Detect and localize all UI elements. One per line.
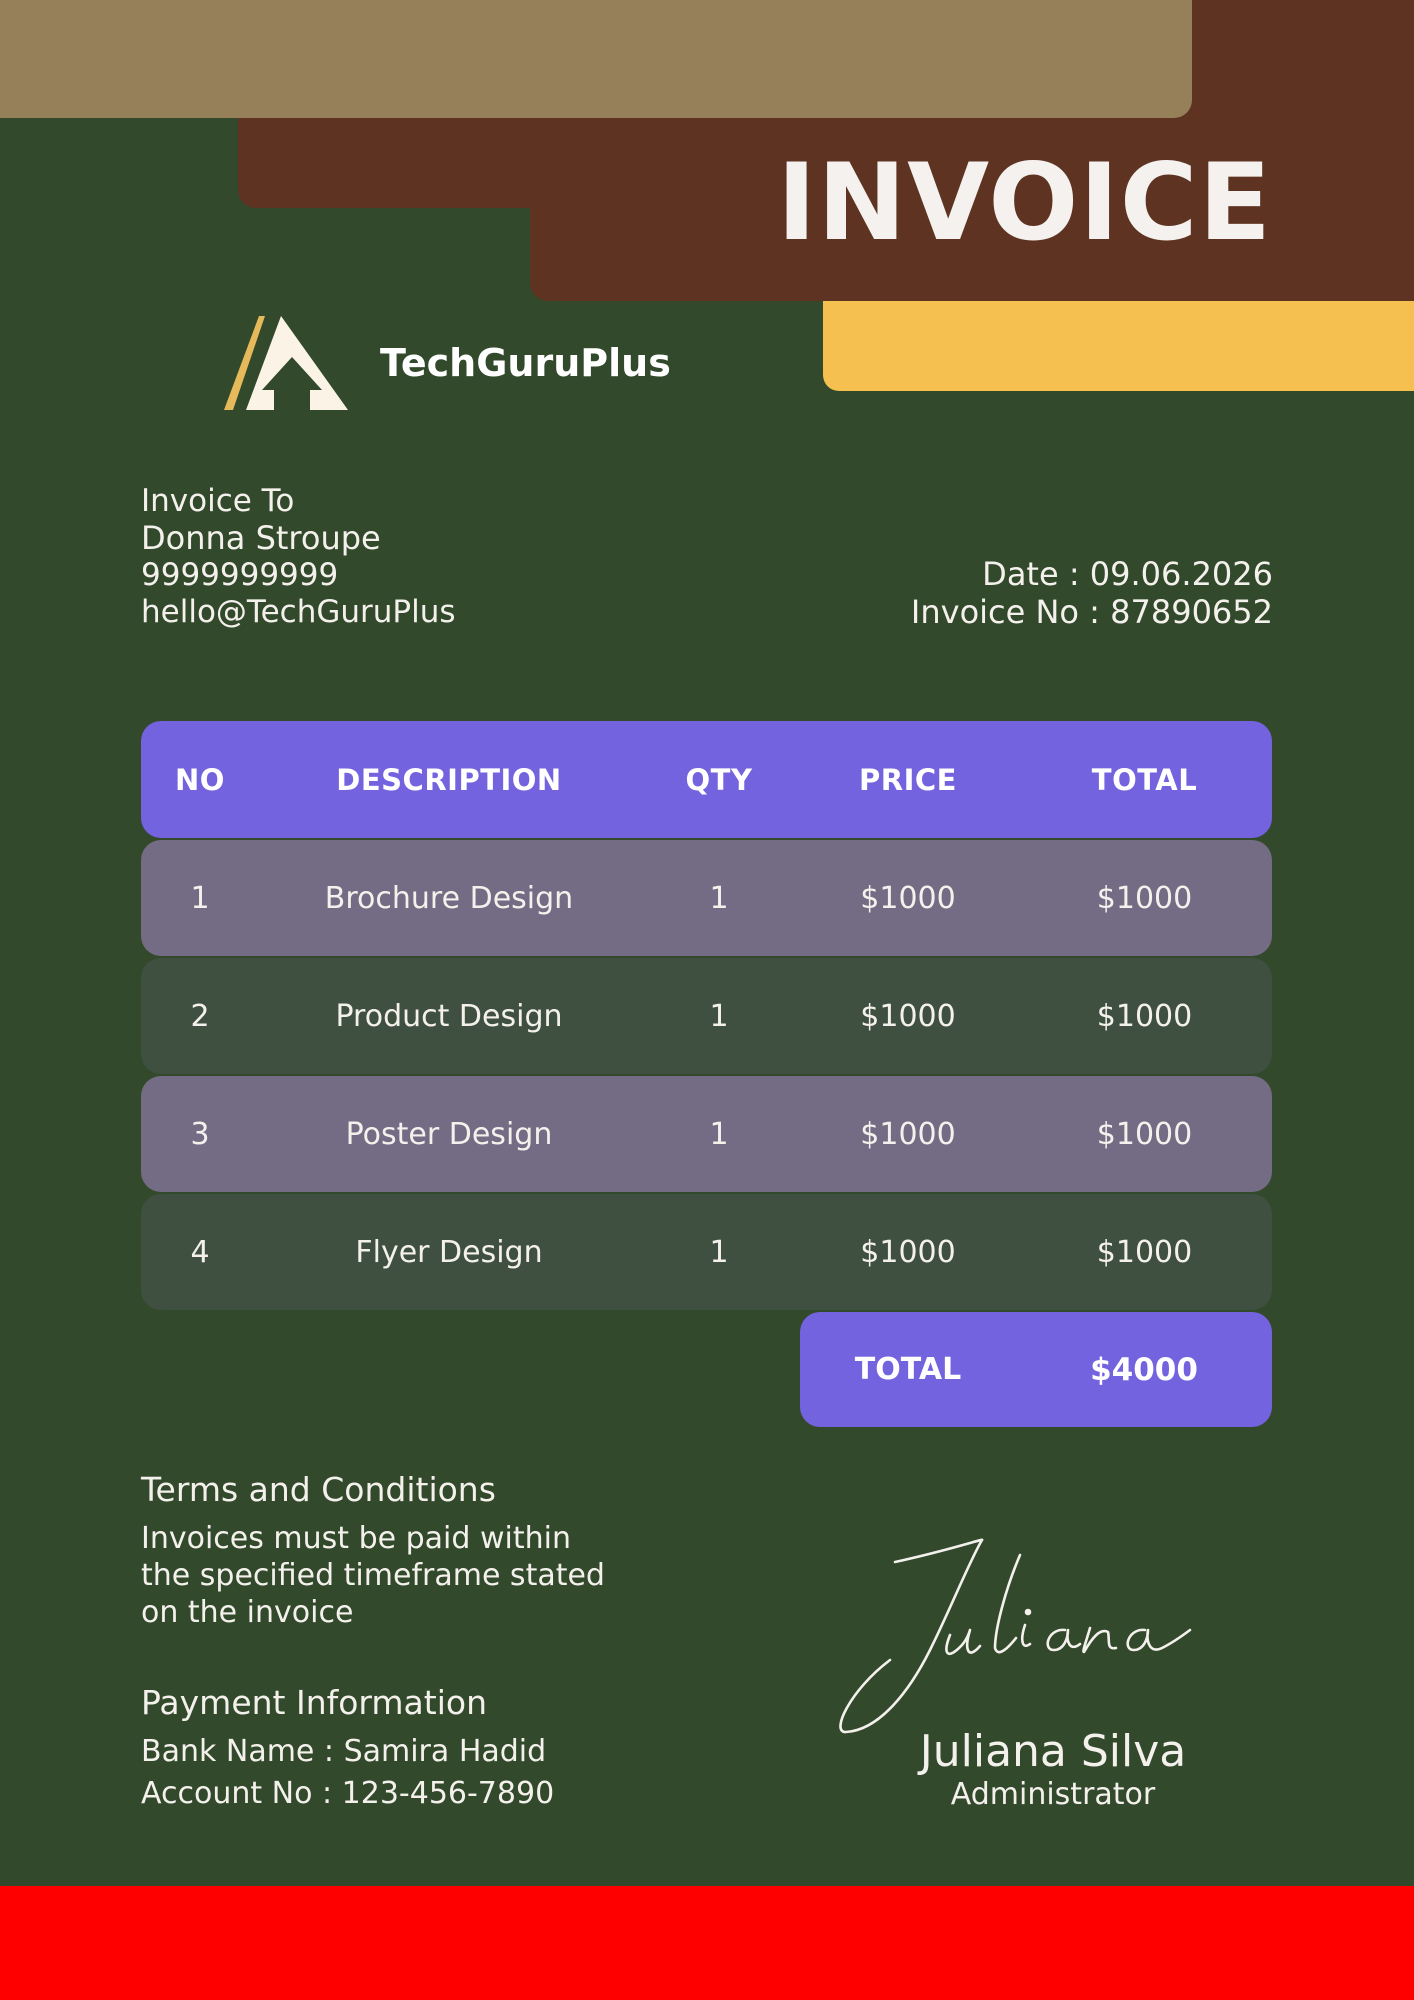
bill-to-label: Invoice To bbox=[141, 483, 295, 519]
header-yellow-block bbox=[823, 300, 1414, 391]
row-qty: 1 bbox=[709, 998, 729, 1034]
row-total: $1000 bbox=[1096, 998, 1193, 1034]
row-price: $1000 bbox=[860, 998, 956, 1034]
payment-bank: Bank Name : Samira Hadid bbox=[141, 1734, 547, 1769]
bill-to-email: hello@TechGuruPlus bbox=[141, 594, 456, 630]
row-no: 4 bbox=[190, 1234, 210, 1270]
invoice-meta bbox=[911, 555, 1273, 631]
row-description: Poster Design bbox=[345, 1116, 553, 1152]
row-qty: 1 bbox=[709, 1116, 729, 1152]
table-row bbox=[141, 1076, 1272, 1192]
terms-heading: Terms and Conditions bbox=[141, 1470, 496, 1509]
brand-name: TechGuruPlus bbox=[380, 341, 671, 385]
row-description: Product Design bbox=[335, 998, 563, 1034]
header-tan-block bbox=[0, 0, 1192, 118]
row-qty: 1 bbox=[709, 880, 729, 916]
header-total: TOTAL bbox=[1091, 762, 1198, 797]
row-price: $1000 bbox=[860, 1234, 956, 1270]
grand-total-value: $4000 bbox=[1090, 1351, 1198, 1388]
footer-bar bbox=[0, 1886, 1414, 2000]
table-header-row bbox=[141, 721, 1272, 838]
row-description: Brochure Design bbox=[324, 880, 574, 916]
row-no: 2 bbox=[190, 998, 210, 1034]
table-row bbox=[141, 958, 1272, 1074]
row-total: $1000 bbox=[1096, 1116, 1193, 1152]
invoice-number: Invoice No : 87890652 bbox=[910, 593, 1273, 631]
handwritten-signature bbox=[810, 1520, 1240, 1740]
bill-to-name: Donna Stroupe bbox=[141, 519, 381, 557]
row-price: $1000 bbox=[860, 880, 956, 916]
bill-to-phone: 9999999999 bbox=[141, 557, 339, 593]
signer-role: Administrator bbox=[950, 1777, 1156, 1812]
grand-total-box bbox=[800, 1312, 1272, 1427]
row-total: $1000 bbox=[1096, 880, 1193, 916]
header-no: NO bbox=[175, 762, 225, 797]
payment-account: Account No : 123-456-7890 bbox=[141, 1776, 555, 1811]
invoice-date: Date : 09.06.2026 bbox=[982, 555, 1273, 593]
items-table bbox=[141, 721, 1272, 1312]
row-price: $1000 bbox=[860, 1116, 956, 1152]
header-qty: QTY bbox=[685, 762, 753, 797]
grand-total-label: TOTAL bbox=[854, 1352, 962, 1387]
row-total: $1000 bbox=[1096, 1234, 1193, 1270]
row-qty: 1 bbox=[709, 1234, 729, 1270]
header-description: DESCRIPTION bbox=[336, 762, 562, 797]
bill-to bbox=[141, 483, 456, 631]
terms-body: Invoices must be paid within the specified timeframe stated on the invoice bbox=[141, 1521, 605, 1630]
payment-heading: Payment Information bbox=[141, 1683, 487, 1722]
table-row bbox=[141, 840, 1272, 956]
row-no: 3 bbox=[190, 1116, 210, 1152]
triangle-arrow-logo-icon bbox=[224, 316, 352, 410]
signer-name: Juliana Silva bbox=[919, 1726, 1187, 1777]
row-no: 1 bbox=[190, 880, 210, 916]
table-row bbox=[141, 1194, 1272, 1310]
invoice-title: INVOICE bbox=[776, 141, 1272, 264]
row-description: Flyer Design bbox=[355, 1234, 543, 1270]
header-price: PRICE bbox=[859, 762, 957, 797]
